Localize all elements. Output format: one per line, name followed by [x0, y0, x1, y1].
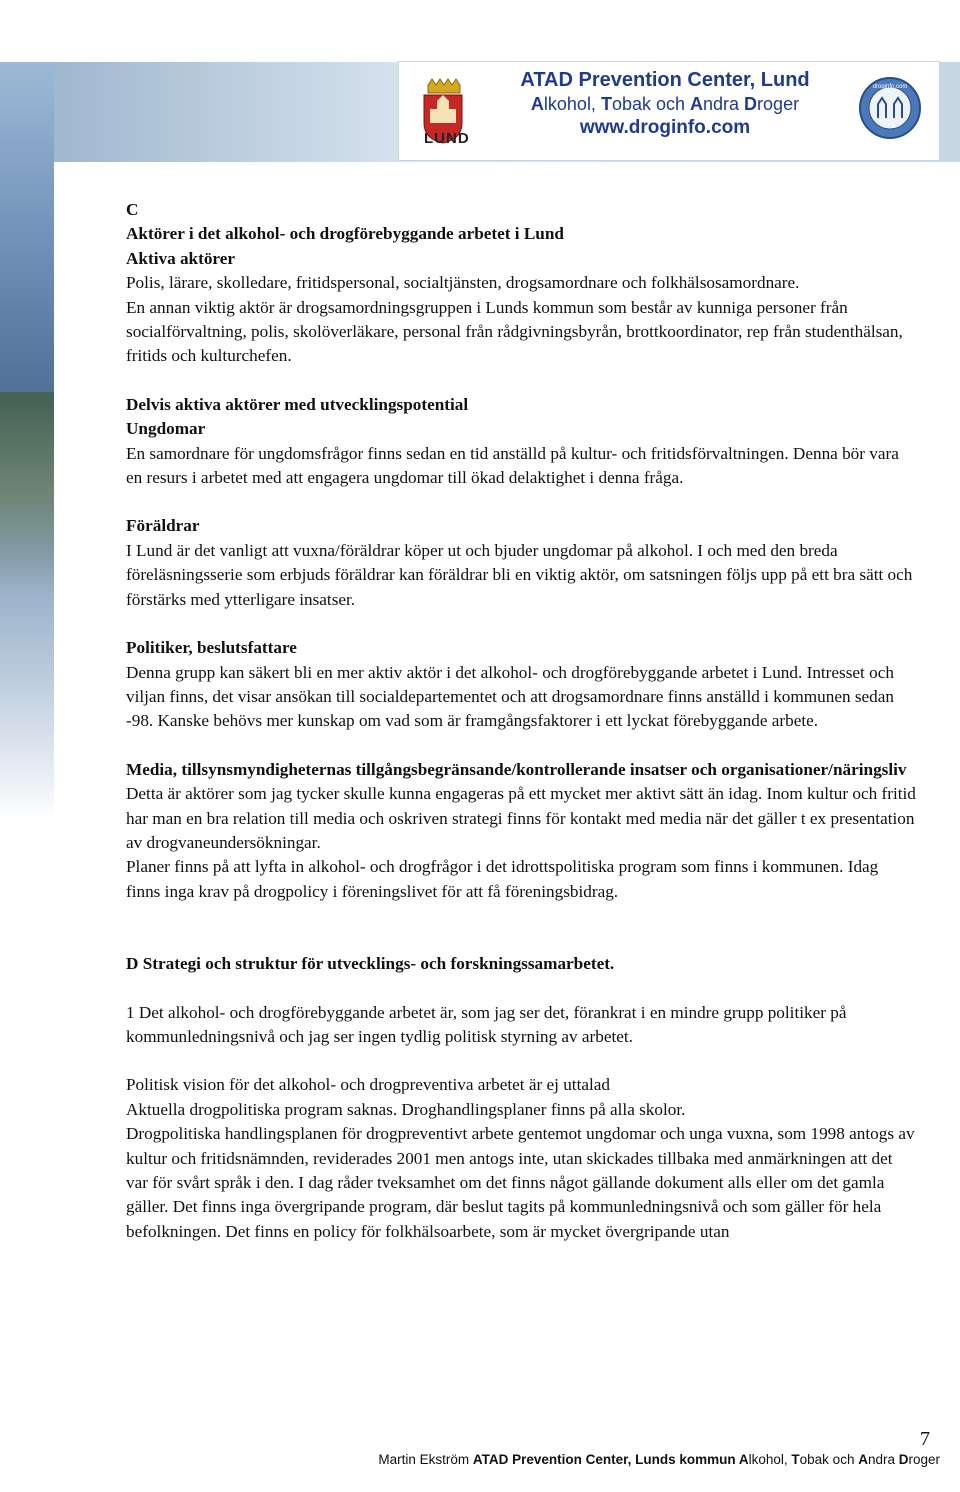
section-d-item-1: 1 Det alkohol- och drogförebyggande arbetet är, som jag ser det, förankrat i en mindre grupp politiker på kommunledningsnivå och jag ser ingen tydlig politisk styrning av arbetet. [126, 1002, 847, 1046]
media-heading: Media, tillsynsmyndigheternas tillgångsbegränsande/kontrollerande insatser och organisationer/näringsliv [126, 759, 907, 779]
page-number: 7 [920, 1428, 930, 1450]
section-d-line-1: Politisk vision för det alkohol- och drogpreventiva arbetet är ej uttalad [126, 1075, 610, 1095]
partial-actors-heading: Delvis aktiva aktörer med utvecklingspotential [126, 394, 469, 414]
section-c-letter: C [126, 200, 139, 219]
section-d-title: D Strategi och struktur för utvecklings- och forskningssamarbetet. [126, 954, 615, 974]
background-hill [0, 392, 54, 592]
youth-body: En samordnare för ungdomsfrågor finns sedan en tid anställd på kultur- och fritidsförvaltningen. Denna bör vara en resurs i arbetet med att engagera ungdomar till ökad delaktighet i denna fråga. [126, 443, 899, 488]
active-actors-heading: Aktiva aktörer [126, 248, 235, 268]
page-content [126, 198, 916, 1244]
media-body: Detta är aktörer som jag tycker skulle kunna engageras på ett mycket mer aktivt sätt än idag. Inom kultur och fritid har man en bra relation till media och oskriven strategi finns för kontakt med media när det gäller t ex presentation av drogvaneundersökningar. [126, 784, 916, 852]
background-lake-photo [0, 62, 54, 822]
seal-text: droginfo.com [872, 84, 908, 90]
parents-heading: Föräldrar [126, 516, 200, 536]
parents-body: I Lund är det vanligt att vuxna/föräldrar köper ut och bjuder ungdomar på alkohol. I och med den breda föreläsningsserie som erbjuds föräldrar kan föräldrar bli en viktig aktör, om satsningen följs upp på ett bra sätt och förstärks med ytterligare insatser. [126, 540, 913, 609]
active-actors-body-2: En annan viktig aktör är drogsamordningsgruppen i Lunds kommun som består av kunniga personer från socialförvaltning, polis, skolöverläkare, personal från rådgivningsbyrån, brottkoordinator, rep från studenthälsan, fritids och kulturchefen. [126, 297, 903, 366]
header-url: www.droginfo.com [579, 117, 751, 138]
section-c-title: Aktörer i det alkohol- och drogförebyggande arbetet i Lund [126, 224, 564, 244]
section-d-line-3: Drogpolitiska handlingsplanen för drogpreventivt arbete gentemot ungdomar och unga vuxna, som 1998 antogs av kultur och fritidsnämnden, reviderades 2001 men antogs inte, utan skickades tillbaka med anmärkningen att det var för svårt språk i den. I dag råder tveksamhet om det finns något gällande dokument alls eller om det gamla gäller. Det finns inga övergripande program, där beslut tagits på kommunledningsnivå och som gäller för hela befolkningen. Det finns en policy för folkhälsoarbete, som är mycket övergripande utan [126, 1124, 915, 1241]
active-actors-body: Polis, lärare, skolledare, fritidspersonal, socialtjänsten, drogsamordnare och folkhälsosamordnare. [126, 273, 800, 293]
page-footer: Martin Ekström ATAD Prevention Center, Lunds kommun Alkohol, Tobak och Andra Droger [378, 1452, 940, 1467]
youth-heading: Ungdomar [126, 419, 206, 439]
politicians-body: Denna grupp kan säkert bli en mer aktiv aktör i det alkohol- och drogförebyggande arbetet i Lund. Intresset och viljan finns, det visar ansökan till socialdepartementet och att drogsamordnare finns anställd i kommunen sedan -98. Kanske behövs mer kunskap om vad som är framgångsfaktorer i ett lyckat förebyggande arbete. [126, 662, 894, 731]
header-title: ATAD Prevention Center, Lund [520, 69, 810, 91]
header-subtitle: Alkohol, Tobak och Andra Droger [530, 94, 800, 114]
section-d-line-2: Aktuella drogpolitiska program saknas. Droghandlingsplaner finns på alla skolor. [126, 1099, 686, 1119]
droginfo-seal-icon [858, 76, 922, 140]
header-text [500, 68, 830, 140]
media-body-2: Planer finns på att lyfta in alkohol- och drogfrågor i det idrottspolitiska program som finns i kommunen. Idag finns inga krav på drogpolicy i föreningslivet för att få föreningsbidrag. [126, 857, 879, 901]
politicians-heading: Politiker, beslutsfattare [126, 638, 297, 658]
crest-label: LUND [424, 130, 470, 147]
